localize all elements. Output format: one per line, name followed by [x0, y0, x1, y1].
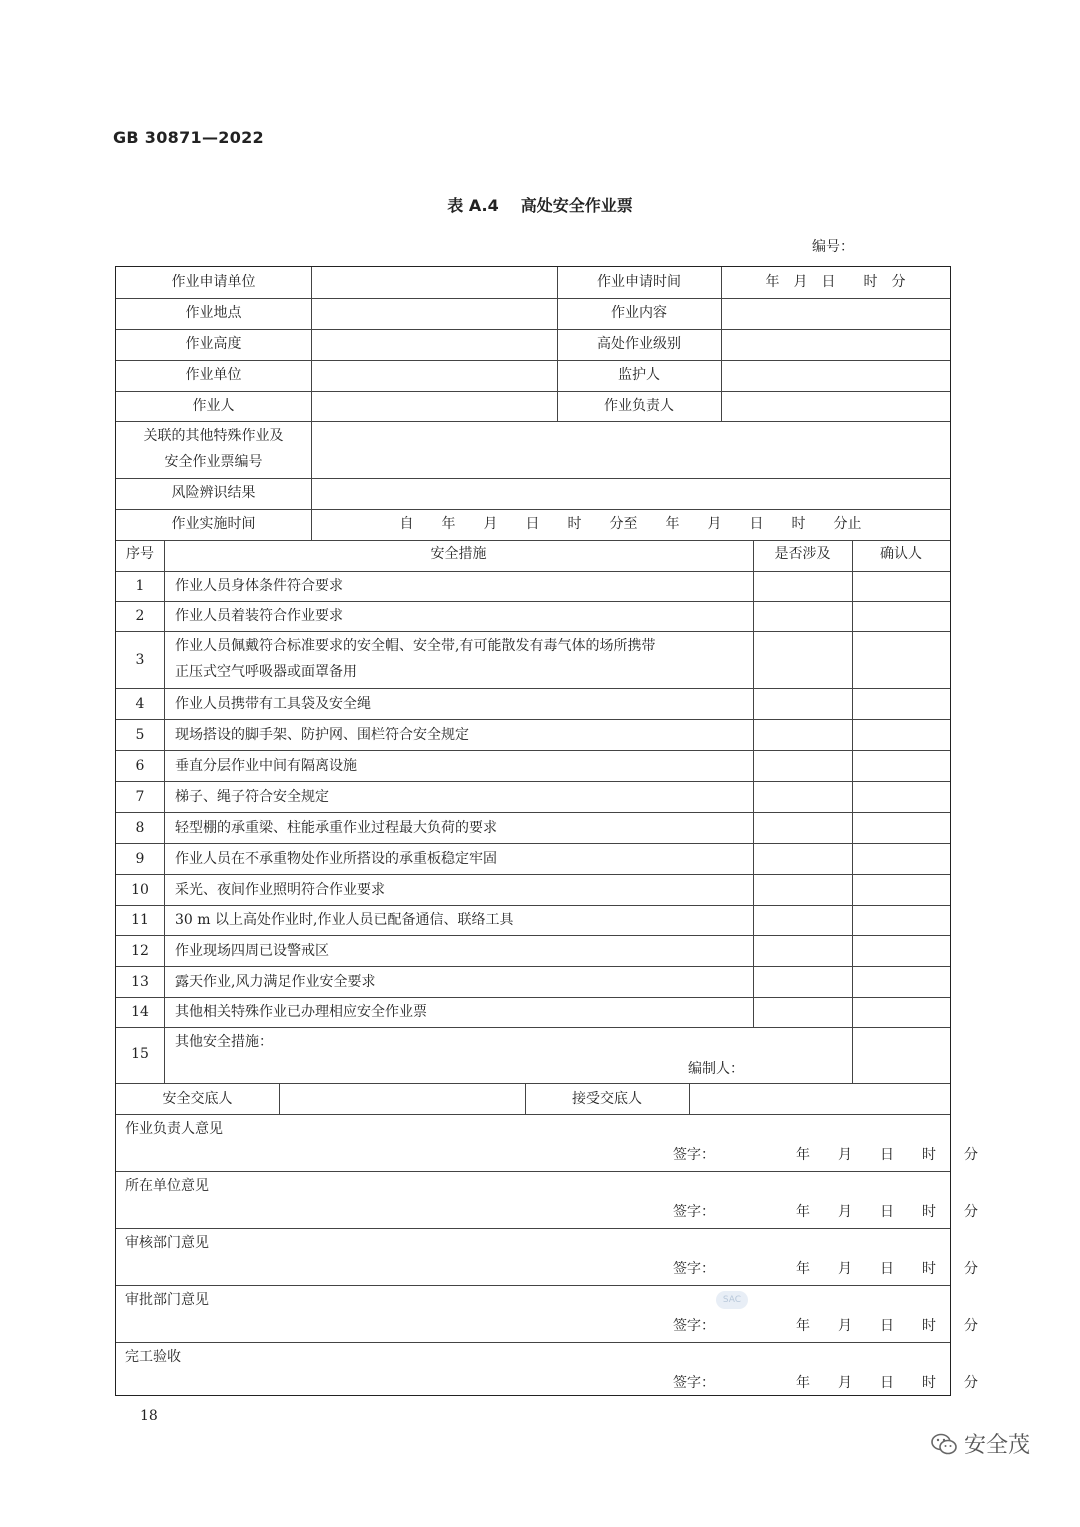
measure-text: 垂直分层作业中间有隔离设施 — [175, 757, 357, 774]
measure-text: 露天作业,风力满足作业安全要求 — [175, 973, 376, 990]
signature-date: 年 月 日 时 分 — [796, 1261, 978, 1277]
column-divider — [164, 540, 165, 1084]
measure-text: 作业人员佩戴符合标准要求的安全帽、安全带,有可能散发有毒气体的场所携带 — [175, 638, 656, 654]
header-measure: 安全措施 — [430, 546, 487, 562]
label-leader: 作业负责人 — [604, 398, 674, 414]
measure-no: 7 — [135, 788, 145, 805]
signature-date: 年 月 日 时 分 — [796, 1147, 978, 1163]
row-divider — [116, 1342, 950, 1343]
signature-label: 签字： — [673, 1318, 715, 1334]
label-related-line1: 关联的其他特殊作业及 — [143, 428, 284, 444]
column-divider — [311, 267, 312, 540]
brand-name: 安全茂 — [964, 1433, 1031, 1458]
measure-no: 6 — [135, 757, 145, 774]
signature-label: 签字： — [673, 1204, 715, 1220]
row-divider — [116, 997, 950, 998]
measure-no: 1 — [135, 578, 145, 594]
measure-text: 作业人员身体条件符合要求 — [175, 578, 343, 594]
other-measures-author: 编制人： — [688, 1061, 744, 1077]
measure-no: 3 — [135, 651, 145, 668]
label-worker: 作业人 — [192, 398, 235, 414]
opinion-label: 完工验收 — [125, 1349, 181, 1365]
measure-text: 采光、夜间作业照明符合作业要求 — [175, 881, 385, 898]
row-divider — [116, 781, 950, 782]
opinion-label: 所在单位意见 — [125, 1178, 209, 1194]
measure-no: 11 — [131, 912, 149, 928]
label-unit: 作业单位 — [185, 367, 242, 383]
row-divider — [116, 1171, 950, 1172]
signature-label: 签字： — [673, 1375, 715, 1391]
measure-no: 5 — [135, 726, 145, 743]
measure-no: 4 — [135, 695, 145, 712]
measure-text: 现场搭设的脚手架、防护网、围栏符合安全规定 — [175, 726, 469, 743]
row-divider — [116, 478, 950, 479]
brand-mark — [930, 1428, 1030, 1459]
signature-label: 签字： — [673, 1261, 715, 1277]
impl-time-value: 自 年 月 日 时 分至 年 月 日 时 分止 — [399, 516, 862, 532]
measure-text: 梯子、绳子符合安全规定 — [175, 788, 329, 805]
measure-text: 作业人员携带有工具袋及安全绳 — [175, 695, 371, 712]
signature-date: 年 月 日 时 分 — [796, 1204, 978, 1220]
header-no: 序号 — [126, 546, 154, 562]
row-divider — [116, 1285, 950, 1286]
row-divider — [116, 1083, 950, 1084]
row-divider — [116, 812, 950, 813]
table-number: 表 A.4 — [447, 196, 499, 215]
measure-text: 作业人员在不承重物处作业所搭设的承重板稳定牢固 — [175, 850, 497, 867]
label-location: 作业地点 — [185, 305, 242, 321]
column-divider — [689, 1083, 690, 1114]
measure-no: 10 — [131, 881, 149, 898]
page-number: 18 — [140, 1408, 158, 1424]
row-divider — [116, 1027, 950, 1028]
row-divider — [116, 509, 950, 510]
signature-date: 年 月 日 时 分 — [796, 1375, 978, 1391]
row-divider — [116, 843, 950, 844]
permit-table — [115, 266, 978, 1396]
column-divider — [852, 540, 853, 1084]
row-divider — [116, 421, 950, 422]
ticket-number-label: 编号： — [812, 239, 854, 255]
label-guardian: 监护人 — [618, 367, 660, 383]
wechat-icon — [930, 1432, 958, 1456]
label-handover-receiver: 接受交底人 — [572, 1091, 642, 1107]
header-confirmer: 确认人 — [880, 546, 922, 562]
signature-label: 签字： — [673, 1147, 715, 1163]
opinion-label: 作业负责人意见 — [125, 1121, 223, 1137]
label-height: 作业高度 — [185, 336, 242, 352]
label-related-line2: 安全作业票编号 — [164, 454, 263, 470]
measure-text: 30 m 以上高处作业时,作业人员已配备通信、联络工具 — [175, 912, 514, 928]
column-divider — [753, 540, 754, 1027]
standard-code: GB 30871—2022 — [113, 128, 264, 147]
label-handover-giver: 安全交底人 — [162, 1091, 233, 1107]
other-measures-label: 其他安全措施： — [175, 1034, 273, 1050]
label-apply-unit: 作业申请单位 — [171, 274, 256, 290]
measure-no: 13 — [131, 973, 149, 990]
row-divider — [116, 298, 950, 299]
label-level: 高处作业级别 — [597, 336, 681, 352]
measure-text: 轻型棚的承重梁、柱能承重作业过程最大负荷的要求 — [175, 819, 497, 836]
row-divider — [116, 935, 950, 936]
signature-date: 年 月 日 时 分 — [796, 1318, 978, 1334]
table-name: 高处安全作业票 — [520, 196, 633, 215]
opinion-label: 审批部门意见 — [125, 1292, 209, 1308]
row-divider — [116, 1228, 950, 1229]
label-apply-time: 作业申请时间 — [597, 274, 681, 290]
row-divider — [116, 571, 950, 572]
label-impl-time: 作业实施时间 — [171, 516, 256, 532]
label-risk: 风险辨识结果 — [171, 485, 256, 501]
opinion-label: 审核部门意见 — [125, 1235, 209, 1251]
sac-watermark: SAC — [716, 1291, 748, 1309]
measure-no: 12 — [131, 942, 149, 959]
row-divider — [116, 874, 950, 875]
table-title — [0, 193, 1080, 216]
measure-text: 作业现场四周已设警戒区 — [175, 942, 329, 959]
row-divider — [116, 360, 950, 361]
row-divider — [116, 719, 950, 720]
measure-no: 9 — [135, 850, 145, 867]
header-involved: 是否涉及 — [774, 546, 831, 562]
row-divider — [116, 601, 950, 602]
measure-no-15: 15 — [131, 1046, 149, 1062]
measure-text: 作业人员着装符合作业要求 — [175, 608, 343, 624]
column-divider — [279, 1083, 280, 1114]
row-divider — [116, 329, 950, 330]
measure-text: 其他相关特殊作业已办理相应安全作业票 — [175, 1004, 427, 1020]
row-divider — [116, 688, 950, 689]
row-divider — [116, 905, 950, 906]
label-content: 作业内容 — [611, 305, 667, 321]
row-divider — [116, 391, 950, 392]
measure-no: 2 — [135, 608, 145, 624]
measure-text-line2: 正压式空气呼吸器或面罩备用 — [175, 664, 357, 680]
measure-no: 8 — [135, 819, 145, 836]
row-divider — [116, 966, 950, 967]
apply-time-value: 年 月 日 时 分 — [765, 274, 906, 290]
row-divider — [116, 750, 950, 751]
row-divider — [116, 631, 950, 632]
measure-no: 14 — [131, 1004, 149, 1020]
row-divider — [116, 1114, 950, 1115]
